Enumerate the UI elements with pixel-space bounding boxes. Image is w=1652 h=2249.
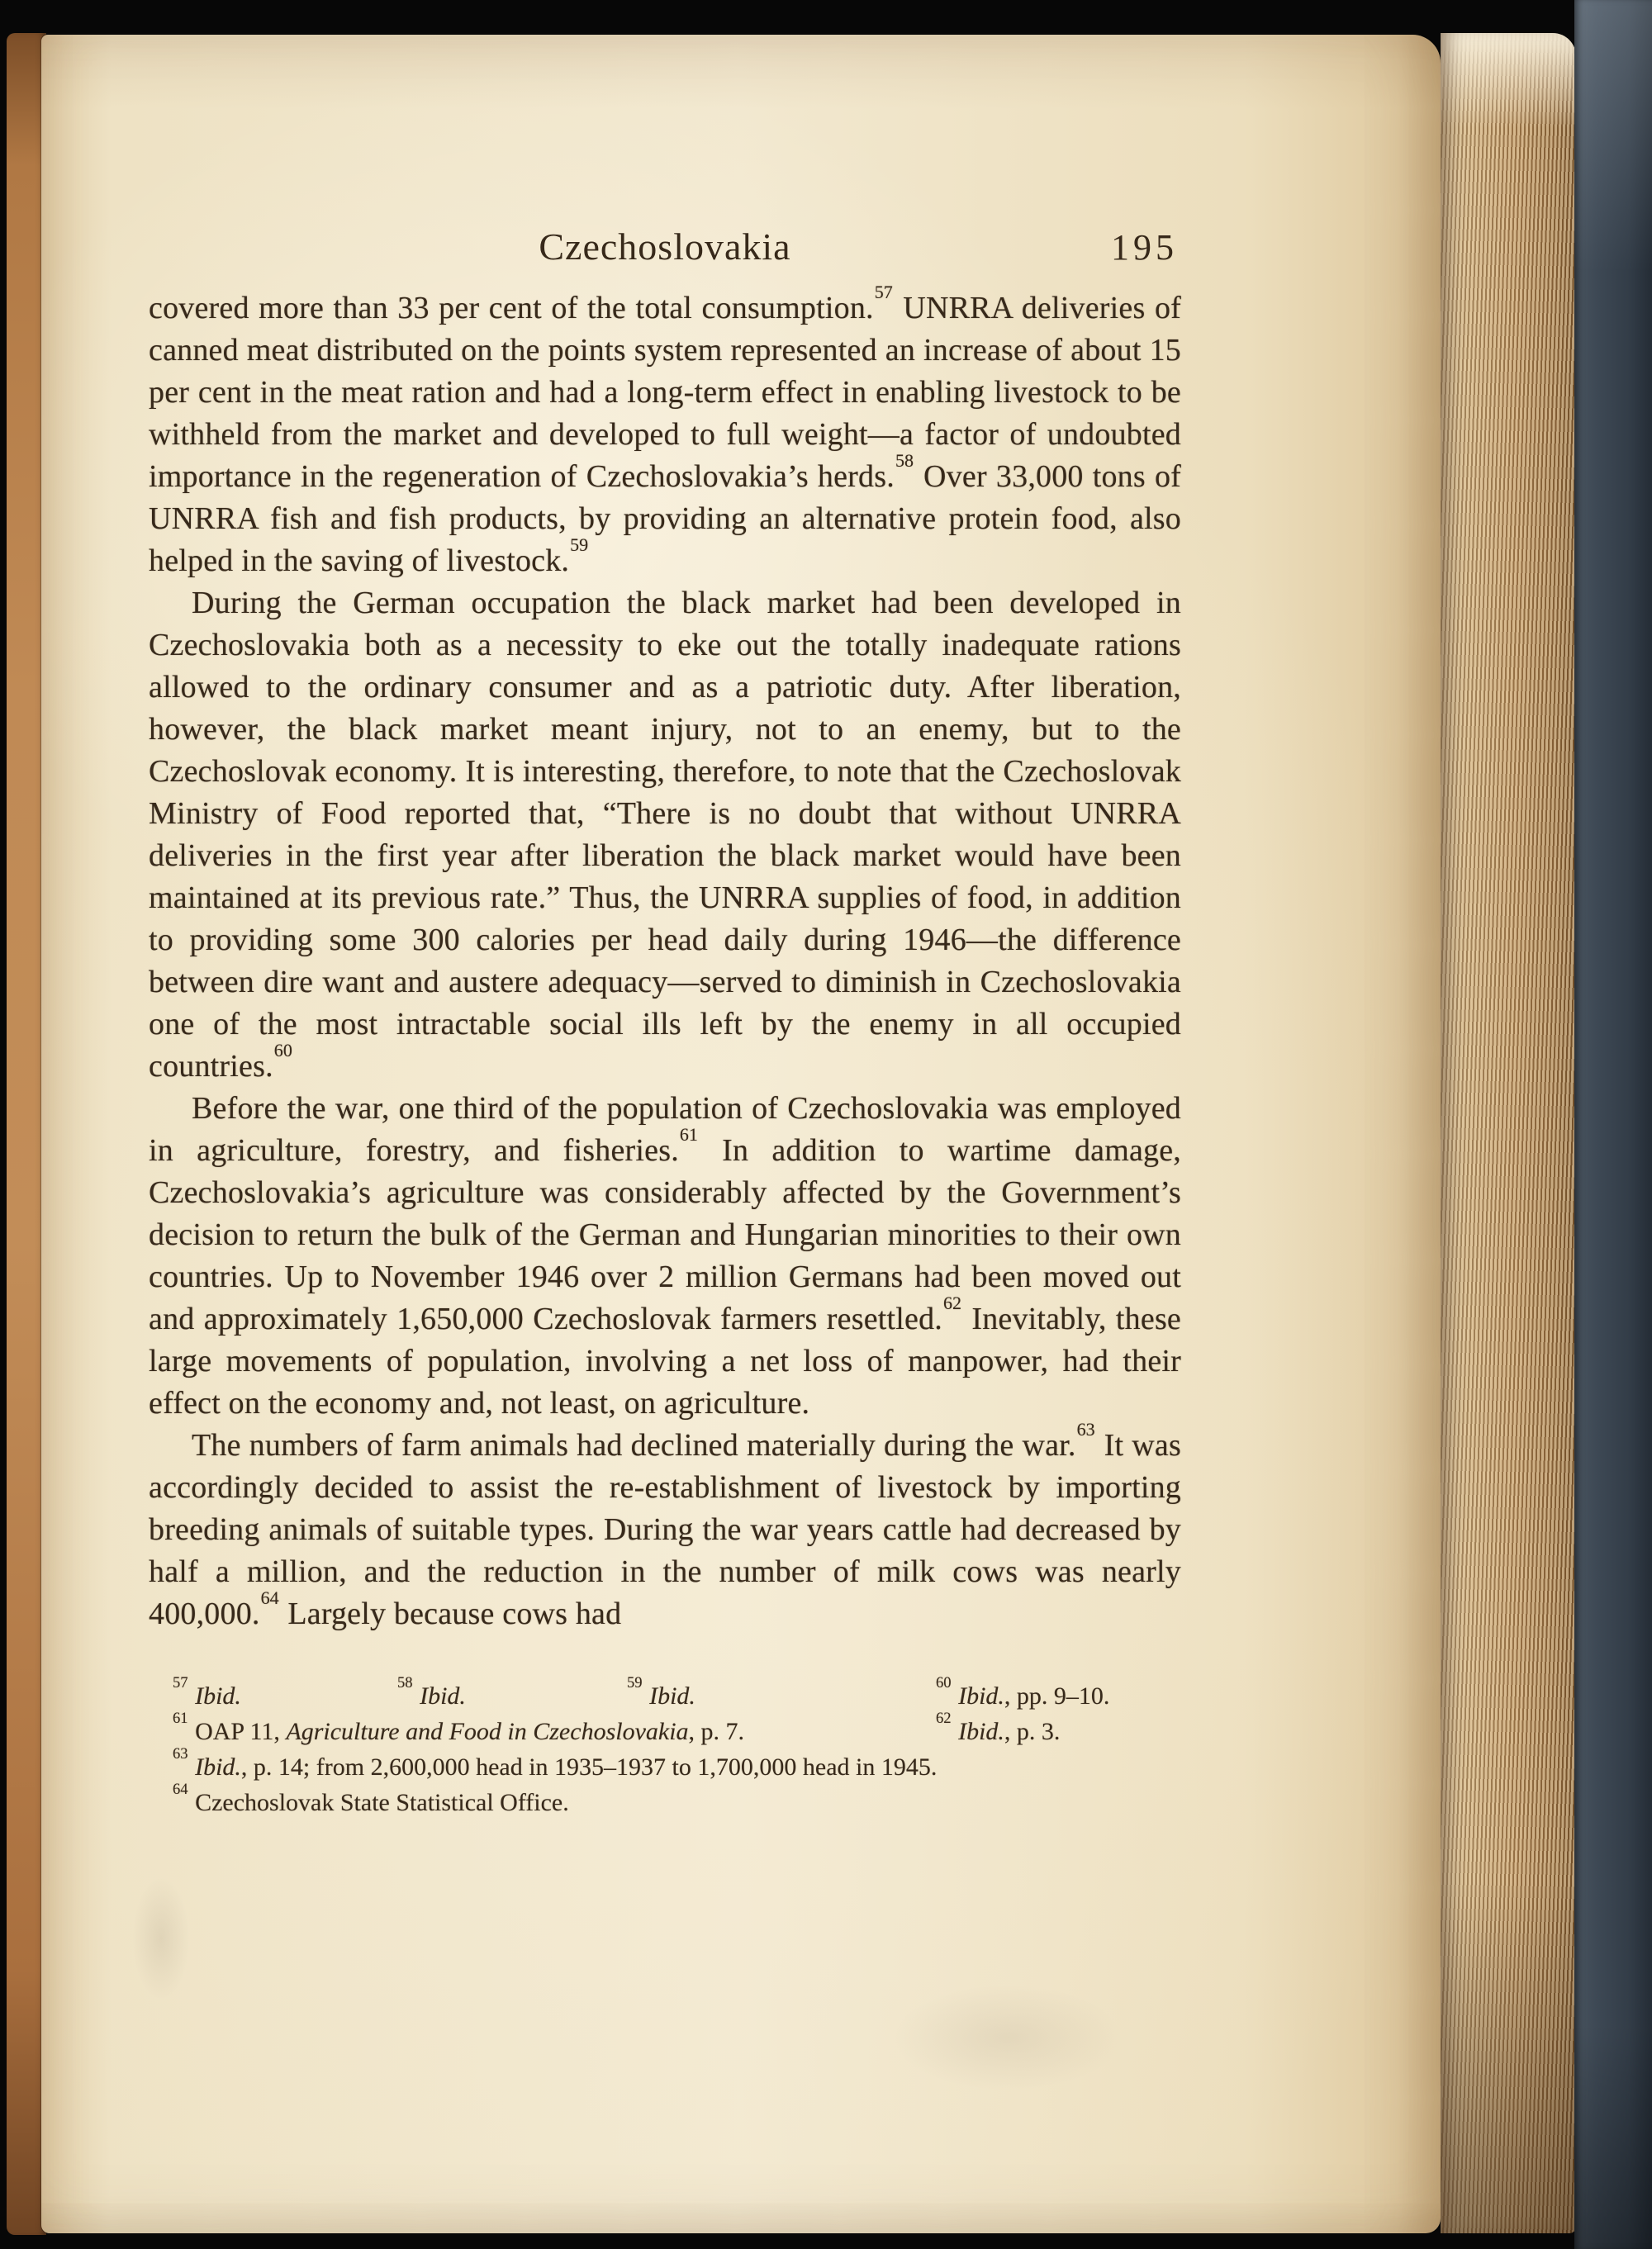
italic-text: Agriculture and Food in Czechoslovakia [286, 1718, 689, 1745]
footnote-marker: 60 [936, 1674, 952, 1692]
text-run: Over 33,000 tons of UNRRA fish and fish products, by providing an alternative protein food, also helped in the saving of livestock. [149, 459, 1181, 578]
footnote-marker: 64 [260, 1587, 279, 1608]
footnote [172, 1710, 745, 1749]
text-run: The numbers of farm animals had declined materially during the war. [192, 1428, 1076, 1463]
footnote-marker: 63 [1076, 1418, 1095, 1440]
text-run: During the German occupation the black market had been developed in Czechoslovakia both as a necessity to eke out the totally inadequate rations allowed to the ordinary consumer and as a patriotic duty. After liberation, however, the black market meant injury, not to an enemy, but to the Czechoslovak economy. It is interesting, therefore, to note that the Czechoslovak Ministry of Food reported that, “There is no doubt that without UNRRA deliveries in the first year after liberation the black market would have been maintained at its previous rate.” Thus, the UNRRA supplies of food, in addition to providing some 300 calories per head daily during 1946—the difference between dire want and austere adequacy—served to diminish in Czechoslovakia one of the most intractable social ills left by the enemy in all occupied countries. [149, 586, 1181, 1084]
text-run: UNRRA deliveries of canned meat distributed on the points system represented an increase of about 15 per cent in the meat ration and had a long-term effect in enabling livestock to be withheld from the market and developed to full weight—a factor of undoubted importance in the regeneration of Czechoslovakia’s herds. [149, 291, 1182, 494]
text-run [189, 1682, 196, 1710]
footnote [172, 1781, 569, 1820]
footnote-marker: 64 [173, 1781, 188, 1799]
body-paragraphs [149, 281, 1182, 1635]
text-run: Inevitably, these large movements of population, involving a net loss of manpower, had their effect on the economy and, not least, on agriculture. [149, 1302, 1181, 1421]
footnote-line [149, 1674, 1181, 1714]
paper-smudge [132, 1877, 190, 2000]
footnote [935, 1674, 1110, 1714]
footnote [396, 1674, 466, 1714]
paper-smudge [892, 1984, 1123, 2091]
footnote-marker: 59 [627, 1674, 643, 1692]
footnote-marker: 62 [943, 1292, 962, 1313]
footnote [935, 1710, 1061, 1749]
footnote-marker: 61 [679, 1123, 698, 1145]
italic-text: Ibid. [649, 1682, 695, 1710]
text-run [952, 1718, 959, 1745]
book-page [41, 35, 1441, 2233]
text-run: covered more than 33 per cent of the total consumption. [149, 291, 874, 325]
footnote-marker: 57 [173, 1674, 188, 1692]
left-cover-edge [7, 33, 46, 2235]
footnote [172, 1674, 241, 1714]
running-title: Czechoslovakia [539, 225, 791, 268]
paragraph [149, 1418, 1181, 1635]
footnotes [149, 1674, 1181, 1820]
fore-edge-page-stack [1441, 33, 1576, 2233]
footnote-marker: 58 [397, 1674, 413, 1692]
italic-text: Ibid. [958, 1718, 1004, 1745]
footnote-marker: 62 [936, 1710, 952, 1728]
text-column [149, 225, 1181, 1820]
page-number: 195 [1111, 227, 1178, 268]
footnote-marker: 60 [273, 1039, 292, 1060]
footnote [172, 1745, 938, 1785]
italic-text: Ibid. [958, 1682, 1004, 1710]
text-run [414, 1682, 420, 1710]
book-binding [1574, 0, 1652, 2249]
footnote-line [149, 1710, 1181, 1749]
italic-text: Ibid. [195, 1682, 241, 1710]
text-run: Largely because cows had [279, 1597, 622, 1631]
text-run: , p. 7. [688, 1718, 745, 1745]
paragraph [149, 1088, 1181, 1425]
footnote-marker: 59 [570, 534, 589, 555]
text-run: Before the war, one third of the population of Czechoslovakia was employed in agriculture, forestry, and fisheries. [149, 1091, 1181, 1168]
text-run [189, 1753, 196, 1781]
footnote [626, 1674, 695, 1714]
text-run: , pp. 9–10. [1004, 1682, 1110, 1710]
italic-text: Ibid. [420, 1682, 466, 1710]
text-run [952, 1682, 959, 1710]
text-run: Czechoslovak State Statistical Office. [188, 1789, 569, 1816]
paragraph [149, 281, 1182, 582]
italic-text: Ibid. [195, 1753, 241, 1781]
text-run: In addition to wartime damage, Czechoslovakia’s agriculture was considerably affected by the Government’s decision to return the bulk of the German and Hungarian minorities to their own countries. Up to November 1946 over 2 million Germans had been moved out and approximately 1,650,000 Czechoslovak farmers resettled. [149, 1133, 1181, 1336]
footnote-marker: 58 [895, 449, 914, 471]
page-header [149, 225, 1181, 276]
text-run [643, 1682, 650, 1710]
footnote-line [149, 1745, 1181, 1785]
footnote-marker: 63 [173, 1745, 188, 1763]
footnote-line [149, 1781, 1181, 1820]
page-content [41, 35, 1441, 1820]
text-run: OAP 11, [188, 1718, 287, 1745]
paragraph [149, 582, 1181, 1088]
footnote-marker: 61 [173, 1710, 188, 1728]
footnote-marker: 57 [874, 281, 893, 302]
text-run: It was accordingly decided to assist the re-establishment of livestock by importing breeding animals of suitable types. During the war years cattle had decreased by half a million, and the reduction in the number of milk cows was nearly 400,000. [149, 1428, 1181, 1631]
text-run: , p. 3. [1004, 1718, 1061, 1745]
text-run: , p. 14; from 2,600,000 head in 1935–1937 to 1,700,000 head in 1945. [240, 1753, 938, 1781]
